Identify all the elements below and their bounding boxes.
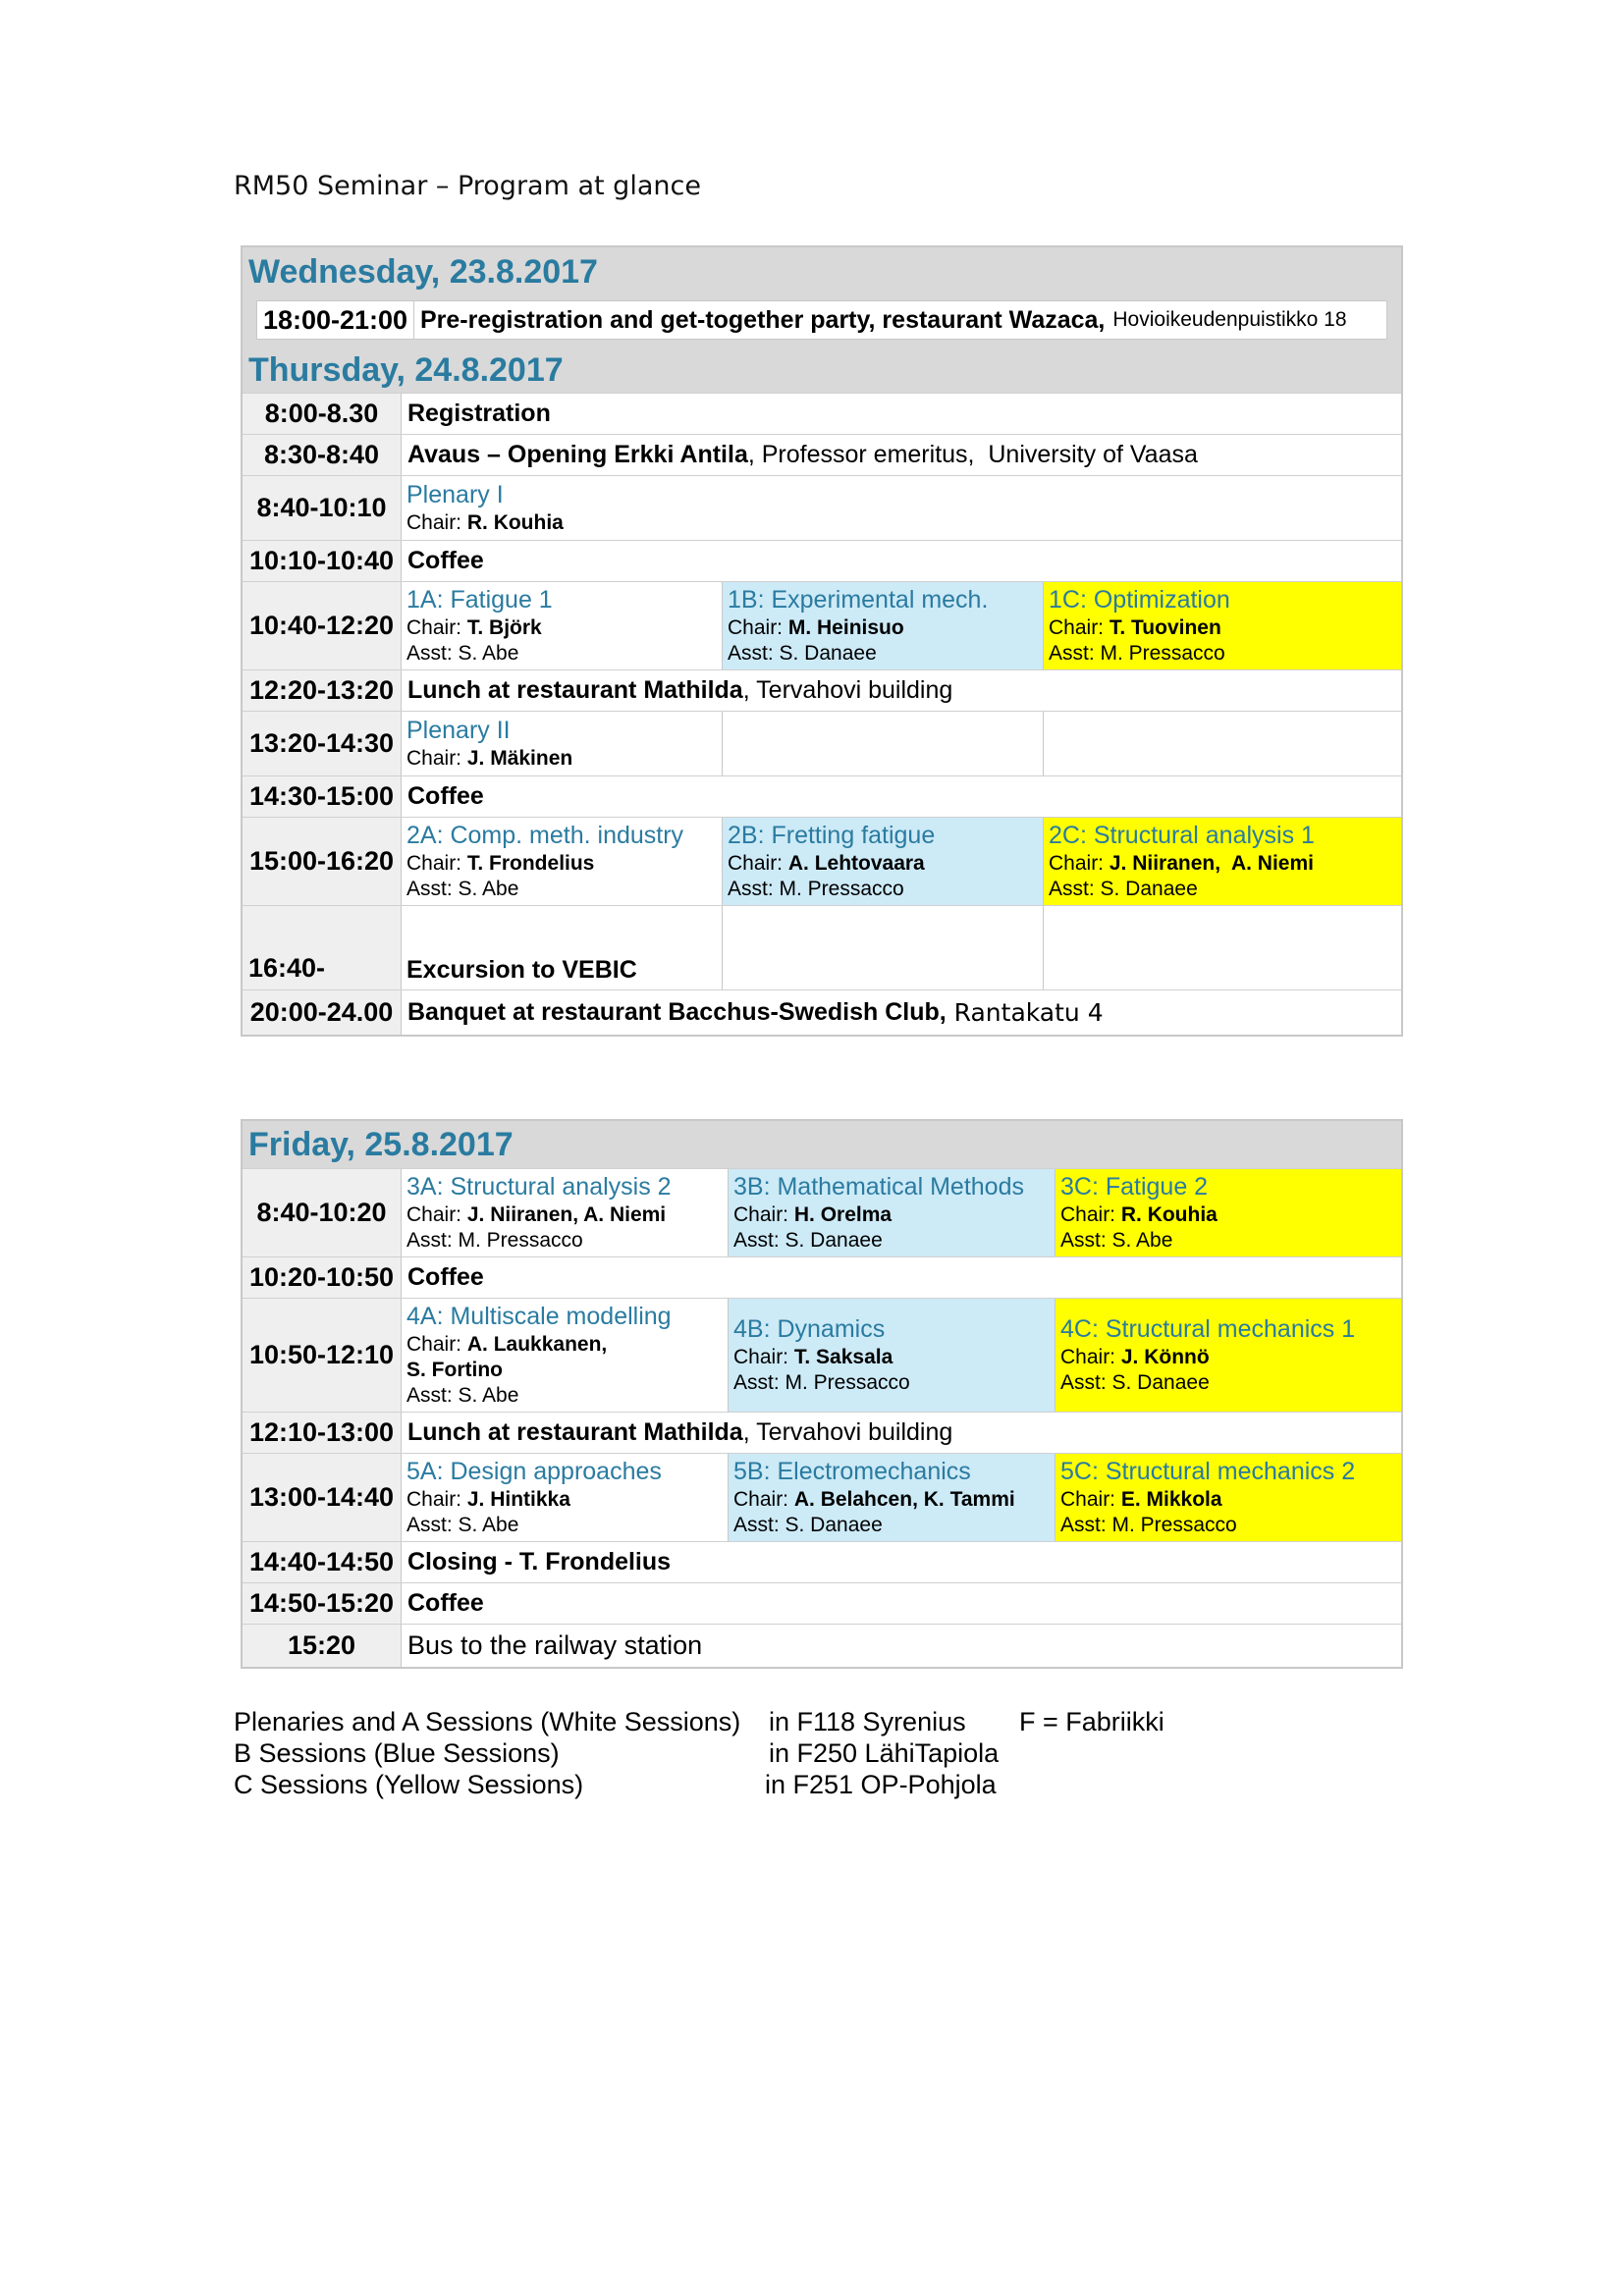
- session-title: 4A: Multiscale modelling: [406, 1302, 672, 1330]
- legend-sessions: Plenaries and A Sessions (White Sessions): [234, 1707, 741, 1736]
- event-cell: [402, 435, 1401, 475]
- session-cell-5a: [402, 1454, 729, 1541]
- table-row: [243, 393, 1401, 434]
- session-title: 4C: Structural mechanics 1: [1060, 1314, 1356, 1343]
- session-chair: Chair: A. Laukkanen,: [406, 1332, 608, 1356]
- time-cell: 15:00-16:20: [243, 818, 402, 905]
- time-cell: 16:40-: [243, 906, 402, 989]
- session-chair: Chair: A. Lehtovaara: [728, 851, 925, 875]
- table-row: [243, 581, 1401, 669]
- session-chair: Chair: J. Niiranen, A. Niemi: [406, 1202, 667, 1226]
- session-chair: Chair: H. Orelma: [733, 1202, 893, 1226]
- legend-room: in F118 Syrenius: [769, 1707, 966, 1736]
- event-cell: [402, 990, 1401, 1035]
- time-cell: 12:20-13:20: [243, 670, 402, 711]
- time-cell: 10:50-12:10: [243, 1299, 402, 1412]
- table-row: [243, 475, 1401, 540]
- session-assistant: Asst: S. Abe: [406, 642, 519, 666]
- session-title: 2C: Structural analysis 1: [1049, 821, 1315, 849]
- table-row: [243, 711, 1401, 775]
- time-cell: 14:30-15:00: [243, 776, 402, 817]
- session-cell-3c: [1056, 1169, 1401, 1256]
- event-text: Pre-registration and get-together party, restaurant Wazaca,: [420, 305, 1106, 334]
- time-cell: 8:30-8:40: [243, 435, 402, 475]
- table-row: [243, 817, 1401, 905]
- empty-cell: [723, 712, 1044, 775]
- session-cell-4c: [1056, 1299, 1401, 1412]
- session-title: 2B: Fretting fatigue: [728, 821, 936, 849]
- table-row: [243, 540, 1401, 581]
- session-title: Plenary I: [406, 480, 504, 508]
- schedule-table-wed-thu: [241, 245, 1403, 1037]
- session-cell-1b: [723, 582, 1044, 669]
- time-cell: 10:10-10:40: [243, 541, 402, 581]
- schedule-table-friday: [241, 1119, 1403, 1669]
- session-chair: Chair: J. Könnö: [1060, 1345, 1210, 1368]
- session-title: 2A: Comp. meth. industry: [406, 821, 684, 849]
- time-cell: 14:50-15:20: [243, 1583, 402, 1624]
- wednesday-box: [256, 300, 1387, 340]
- event-text: Excursion to VEBIC: [406, 955, 637, 984]
- table-row: [243, 296, 1401, 347]
- event-cell: [402, 670, 1401, 711]
- event-cell: Coffee: [407, 1589, 484, 1617]
- event-cell: [402, 1413, 1401, 1453]
- session-chair-2: S. Fortino: [406, 1359, 503, 1381]
- event-cell: Coffee: [407, 1263, 484, 1291]
- session-cell-5c: [1056, 1454, 1401, 1541]
- empty-cell: [1044, 712, 1401, 775]
- session-cell-1c: [1044, 582, 1401, 669]
- session-title: 1A: Fatigue 1: [406, 585, 553, 614]
- session-assistant: Asst: M. Pressacco: [406, 1229, 583, 1253]
- event-text-detail: , Tervahovi building: [742, 676, 953, 704]
- legend-room: in F250 LähiTapiola: [769, 1738, 1000, 1768]
- session-title: 1B: Experimental mech.: [728, 585, 989, 614]
- session-chair: Chair: J. Hintikka: [406, 1487, 570, 1511]
- session-cell-1a: [402, 582, 723, 669]
- time-cell: 12:10-13:00: [243, 1413, 402, 1453]
- session-assistant: Asst: S. Abe: [1060, 1229, 1173, 1253]
- event-text: Avaus – Opening Erkki Antila: [407, 441, 748, 468]
- session-chair: Chair: T. Saksala: [733, 1345, 893, 1368]
- table-row: [243, 989, 1401, 1035]
- session-cell-5b: [729, 1454, 1056, 1541]
- session-chair: Chair: J. Mäkinen: [406, 747, 573, 770]
- event-cell: Bus to the railway station: [407, 1630, 703, 1660]
- table-row: [243, 905, 1401, 989]
- time-cell: 18:00-21:00: [257, 301, 414, 339]
- time-cell: 14:40-14:50: [243, 1542, 402, 1582]
- table-row: [243, 1624, 1401, 1667]
- document-title: RM50 Seminar – Program at glance: [234, 171, 701, 201]
- session-title: 5B: Electromechanics: [733, 1457, 971, 1485]
- session-chair: Chair: A. Belahcen, K. Tammi: [733, 1487, 1015, 1511]
- session-cell-3a: [402, 1169, 729, 1256]
- event-cell: Coffee: [407, 782, 484, 810]
- legend-note: F = Fabriikki: [1019, 1707, 1164, 1736]
- table-row: [243, 1256, 1401, 1298]
- time-cell: 13:00-14:40: [243, 1454, 402, 1541]
- table-row: [243, 775, 1401, 817]
- session-chair: Chair: E. Mikkola: [1060, 1487, 1222, 1511]
- table-row: [243, 1541, 1401, 1582]
- session-title: 3C: Fatigue 2: [1060, 1172, 1209, 1201]
- plenary-cell: [402, 712, 723, 775]
- session-assistant: Asst: S. Danaee: [733, 1229, 883, 1253]
- day-header-thursday: Thursday, 24.8.2017: [243, 347, 1401, 393]
- day-header-friday: Friday, 25.8.2017: [243, 1121, 1401, 1168]
- session-title: 3A: Structural analysis 2: [406, 1172, 672, 1201]
- event-cell: [414, 301, 1386, 339]
- event-text: Banquet at restaurant Bacchus-Swedish Club,: [407, 998, 947, 1026]
- legend-room: in F251 OP-Pohjola: [765, 1770, 997, 1799]
- plenary-cell: [402, 476, 1401, 540]
- session-cell-2c: [1044, 818, 1401, 905]
- session-title: 5C: Structural mechanics 2: [1060, 1457, 1356, 1485]
- time-cell: 8:00-8.30: [243, 394, 402, 434]
- session-assistant: Asst: S. Abe: [406, 1384, 519, 1408]
- session-chair: Chair: T. Björk: [406, 615, 542, 639]
- session-cell-3b: [729, 1169, 1056, 1256]
- time-cell: 10:20-10:50: [243, 1257, 402, 1298]
- time-cell: 20:00-24.00: [243, 990, 402, 1035]
- empty-cell: [723, 906, 1044, 989]
- session-assistant: Asst: S. Abe: [406, 878, 519, 901]
- session-chair: Chair: J. Niiranen, A. Niemi: [1049, 851, 1314, 875]
- time-cell: 8:40-10:20: [243, 1169, 402, 1256]
- legend-sessions: C Sessions (Yellow Sessions): [234, 1770, 584, 1799]
- time-cell: 10:40-12:20: [243, 582, 402, 669]
- session-cell-4a: [402, 1299, 729, 1412]
- session-chair: Chair: T. Frondelius: [406, 851, 595, 875]
- session-assistant: Asst: S. Danaee: [728, 642, 877, 666]
- session-chair: Chair: R. Kouhia: [1060, 1202, 1218, 1226]
- table-row: [243, 1412, 1401, 1453]
- session-assistant: Asst: M. Pressacco: [733, 1371, 910, 1395]
- table-row: [243, 1453, 1401, 1541]
- table-row: [243, 434, 1401, 475]
- session-assistant: Asst: S. Danaee: [733, 1514, 883, 1537]
- session-chair: Chair: R. Kouhia: [406, 511, 564, 534]
- session-cell-2a: [402, 818, 723, 905]
- session-cell-2b: [723, 818, 1044, 905]
- event-text: Lunch at restaurant Mathilda: [407, 1418, 743, 1446]
- table-row: [243, 1298, 1401, 1412]
- session-assistant: Asst: M. Pressacco: [1049, 642, 1225, 666]
- session-assistant: Asst: M. Pressacco: [728, 878, 904, 901]
- session-assistant: Asst: S. Danaee: [1060, 1371, 1210, 1395]
- event-text: Lunch at restaurant Mathilda: [407, 676, 743, 704]
- event-cell: Coffee: [407, 547, 484, 574]
- event-cell: Registration: [407, 400, 551, 427]
- session-chair: Chair: T. Tuovinen: [1049, 615, 1221, 639]
- session-assistant: Asst: M. Pressacco: [1060, 1514, 1237, 1537]
- event-text-detail: , Tervahovi building: [742, 1418, 953, 1446]
- event-text-detail: Rantakatu 4: [946, 998, 1104, 1027]
- session-assistant: Asst: S. Danaee: [1049, 878, 1198, 901]
- session-chair: Chair: M. Heinisuo: [728, 615, 904, 639]
- session-title: Plenary II: [406, 716, 511, 744]
- legend-sessions: B Sessions (Blue Sessions): [234, 1738, 560, 1768]
- time-cell: 8:40-10:10: [243, 476, 402, 540]
- event-address: Hovioikeudenpuistikko 18: [1112, 308, 1347, 331]
- time-cell: 13:20-14:30: [243, 712, 402, 775]
- session-title: 5A: Design approaches: [406, 1457, 662, 1485]
- session-title: 4B: Dynamics: [733, 1314, 886, 1343]
- empty-cell: [1044, 906, 1401, 989]
- day-header-wednesday: Wednesday, 23.8.2017: [243, 247, 1401, 296]
- table-row: [243, 1582, 1401, 1624]
- session-cell-4b: [729, 1299, 1056, 1412]
- excursion-cell: [402, 906, 723, 989]
- event-text-detail: , Professor emeritus, University of Vaasa: [747, 441, 1198, 468]
- table-row: [243, 1168, 1401, 1256]
- session-title: 3B: Mathematical Methods: [733, 1172, 1024, 1201]
- time-cell: 15:20: [243, 1625, 402, 1667]
- session-assistant: Asst: S. Abe: [406, 1514, 519, 1537]
- table-row: [243, 669, 1401, 711]
- session-title: 1C: Optimization: [1049, 585, 1230, 614]
- event-cell: Closing - T. Frondelius: [407, 1548, 672, 1575]
